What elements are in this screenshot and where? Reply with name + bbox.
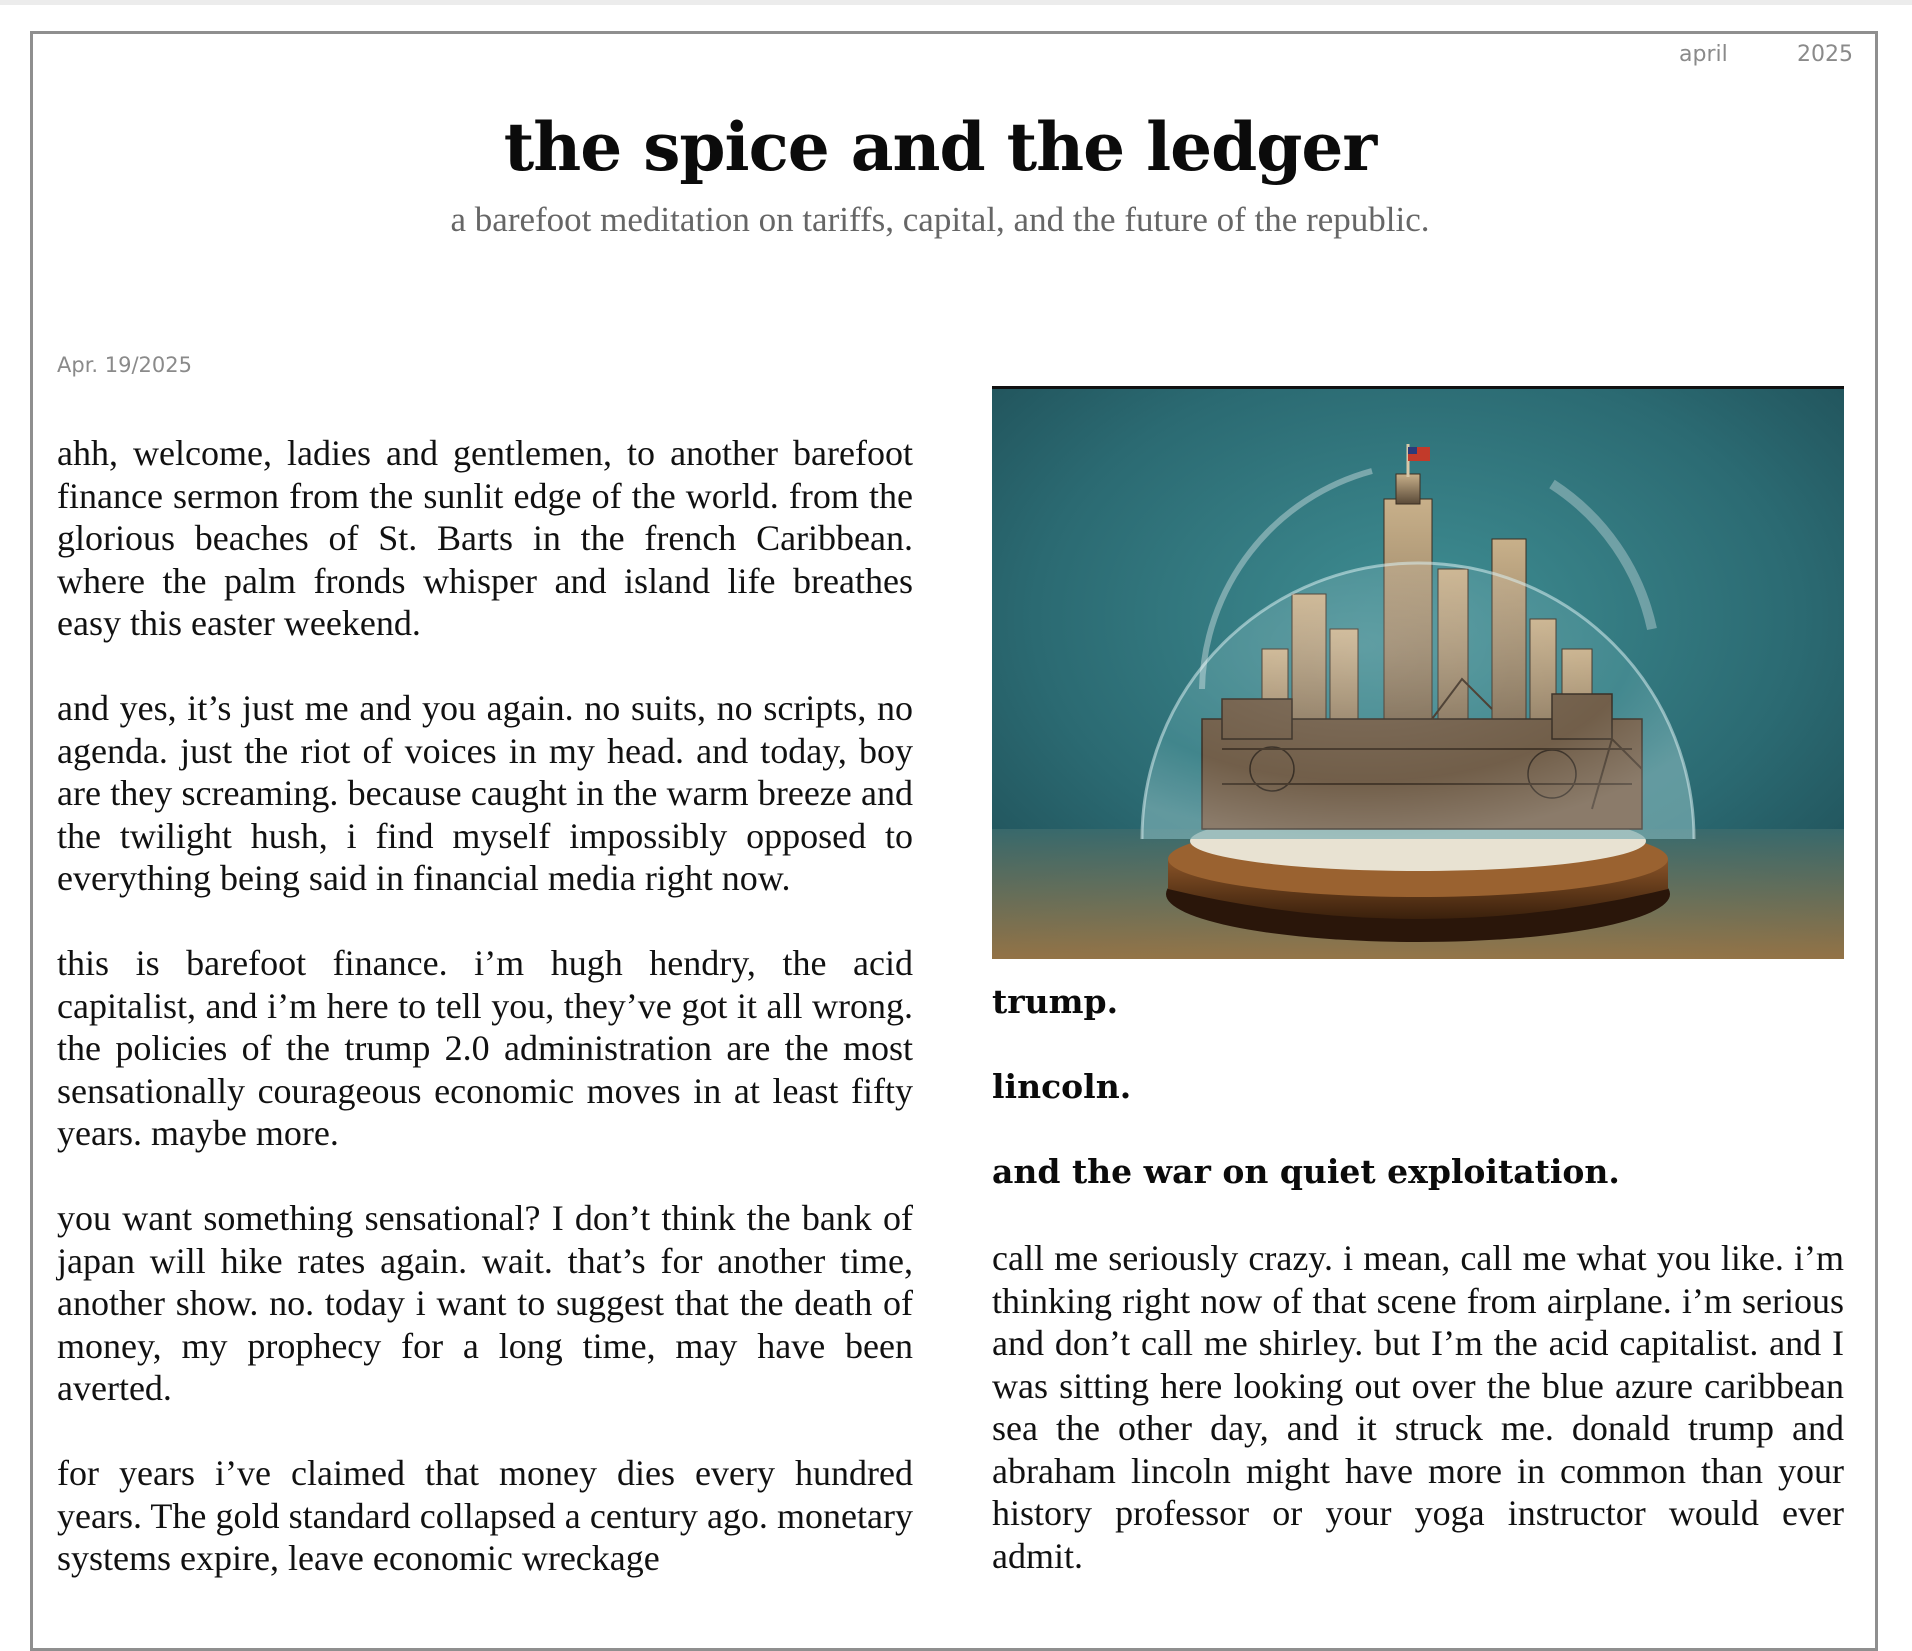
heading-exploitation: and the war on quiet exploitation. [992,1152,1620,1191]
featured-image [992,386,1844,959]
paragraph: you want something sensational? I don’t think the bank of japan will hike rates again. wait. that’s for another time, another show. no. today i want to suggest that the death of money, my prophecy for a long time, may have been averted. [57,1198,913,1408]
page-subtitle: a barefoot meditation on tariffs, capital, and the future of the republic. [450,200,1430,239]
heading-lincoln: lincoln. [992,1067,1132,1106]
paragraph: this is barefoot finance. i’m hugh hendry, the acid capitalist, and i’m here to tell you, they’ve got it all wrong. the policies of the trump 2.0 administration are the most sensationally courageous economic moves in at least fifty years. maybe more. [57,943,913,1153]
paragraph: call me seriously crazy. i mean, call me what you like. i’m thinking right now of that scene from airplane. i’m serious and don’t call me shirley. but I’m the acid capitalist. and I was sitting here looking out over the blue azure caribbean sea the other day, and it struck me. donald trump and abraham lincoln might have more in common than your history professor or your yoga instructor would ever admit. [992,1238,1844,1576]
header-month: april [1679,42,1728,67]
paragraph: ahh, welcome, ladies and gentlemen, to another barefoot finance sermon from the sunlit edge of the world. from the glorious beaches of St. Barts in the french Caribbean. where the palm fronds whisper and island life breathes easy this easter weekend. [57,433,913,643]
paragraph: and yes, it’s just me and you again. no suits, no scripts, no agenda. just the riot of voices in my head. and today, boy are they screaming. because caught in the warm breeze and the twilight hush, i find myself impossibly opposed to everything being said in financial media right now. [57,688,913,898]
header-year: 2025 [1797,42,1853,67]
heading-trump: trump. [992,982,1119,1021]
post-date: Apr. 19/2025 [57,353,192,377]
snow-globe-city-image [992,389,1844,959]
page-title: the spice and the ledger [503,108,1377,186]
top-edge [0,0,1912,5]
left-column [57,432,913,1622]
paragraph: for years i’ve claimed that money dies every hundred years. The gold standard collapsed a century ago. monetary systems expire, leave economic wreckage [57,1453,913,1578]
right-column [992,1237,1844,1620]
